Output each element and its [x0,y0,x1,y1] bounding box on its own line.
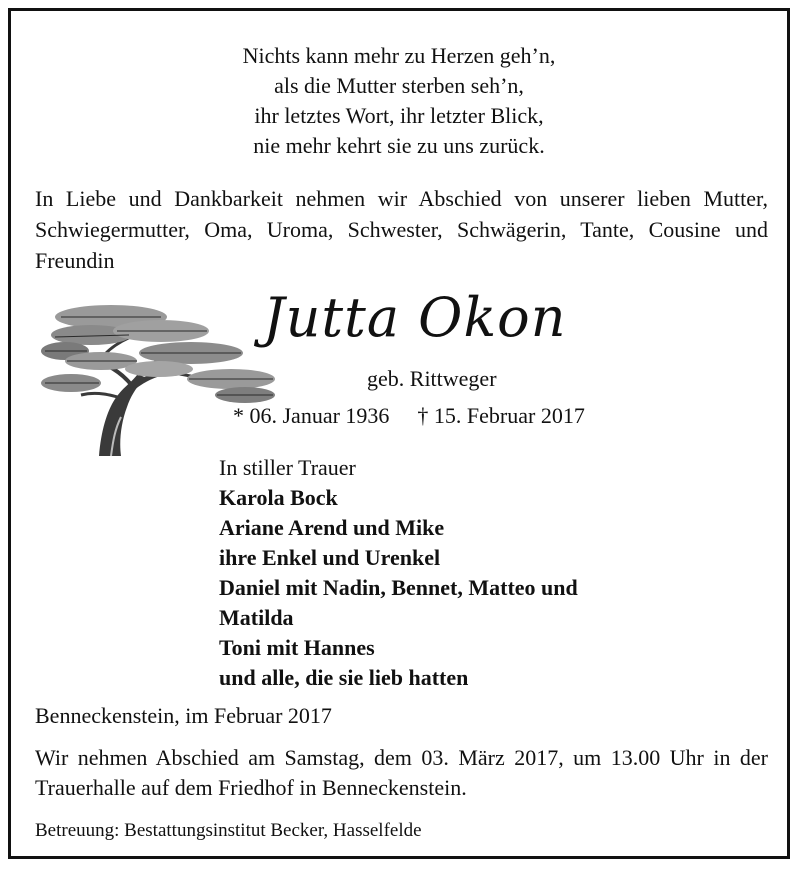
maiden-name: geb. Rittweger [367,366,497,391]
death-date: † 15. Februar 2017 [417,403,585,428]
poem-line: als die Mutter sterben seh’n, [274,73,524,98]
poem-line: nie mehr kehrt sie zu uns zurück. [253,133,545,158]
place-date: Benneckenstein, im Februar 2017 [35,703,332,728]
mourner-name: Karola Bock [219,485,338,510]
tree-illustration [41,291,281,461]
birth-date: * 06. Januar 1936 [233,403,390,428]
mourners-block [219,453,578,693]
funeral-notice: Wir nehmen Abschied am Samstag, dem 03. März 2017, um 13.00 Uhr in der Trauerhalle auf dem Friedhof in Benneckenstein. [35,745,768,800]
mourner-name: Ariane Arend und Mike [219,515,445,540]
mourner-name: ihre Enkel und Urenkel [219,545,441,570]
mourner-name: Daniel mit Nadin, Bennet, Matteo und [219,575,578,600]
poem-line: Nichts kann mehr zu Herzen geh’n, [242,43,556,68]
mourner-name: Toni mit Hannes [219,635,375,660]
undertaker-note: Betreuung: Bestattungsinstitut Becker, Hasselfelde [35,820,422,841]
deceased-name: Jutta Okon [263,286,567,349]
mourners-heading: In stiller Trauer [219,455,356,480]
obituary-frame [8,8,790,859]
poem-line: ihr letztes Wort, ihr letzter Blick, [254,103,544,128]
life-dates [233,401,585,431]
intro-text: In Liebe und Dankbarkeit nehmen wir Abschied von unserer lieben Mutter, Schwiegermutter, Oma, Uroma, Schwester, Schwägerin, Tante, Cousine und Freundin [35,186,768,273]
poem [11,41,787,161]
mourner-name: und alle, die sie lieb hatten [219,665,469,690]
mourner-name: Matilda [219,605,294,630]
